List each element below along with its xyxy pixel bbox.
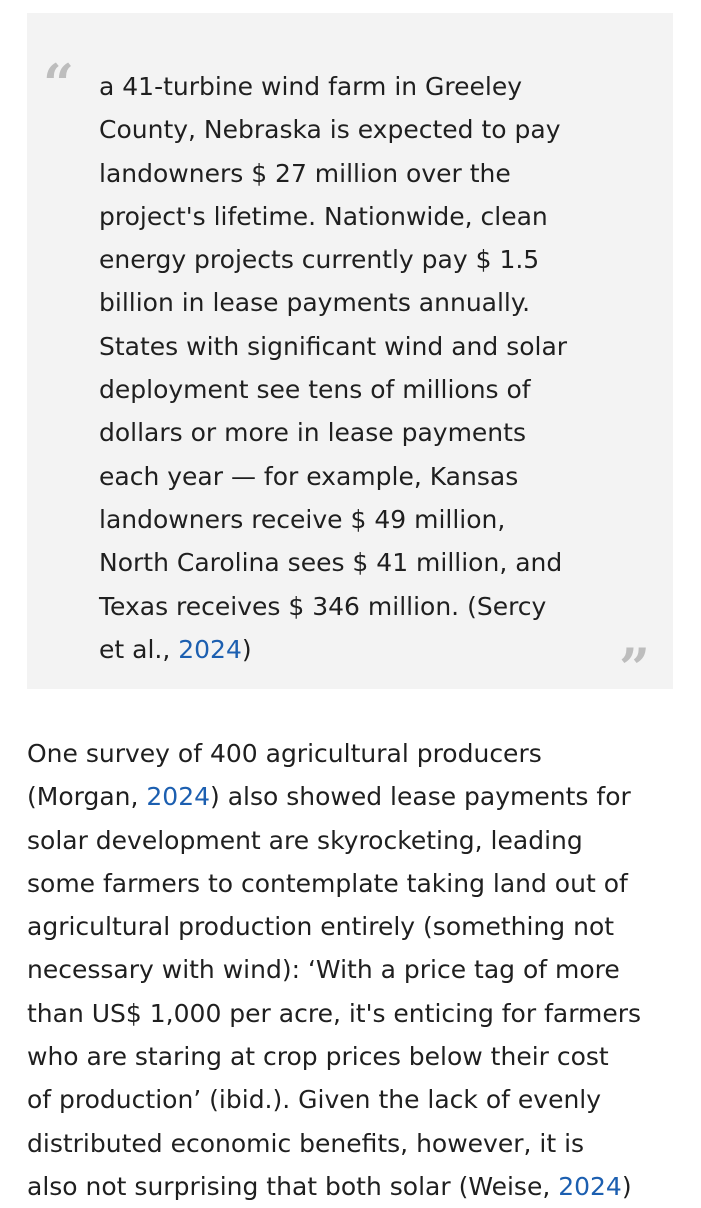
citation-link-sercy-2024[interactable]: 2024	[178, 634, 242, 664]
paragraph-line: than US$ 1,000 per acre, it's enticing for farmers	[27, 998, 642, 1028]
body-paragraph	[27, 732, 677, 1208]
quote-line: each year — for example, Kansas	[99, 461, 519, 491]
quote-last-prefix: et al.,	[99, 634, 179, 664]
quote-line: States with significant wind and solar	[99, 331, 568, 361]
paragraph-line2-suffix: ) also showed lease payments for	[210, 782, 631, 812]
quote-line: project's lifetime. Nationwide, clean	[99, 201, 548, 231]
paragraph-line	[27, 775, 677, 818]
citation-link-morgan-2024[interactable]: 2024	[146, 782, 211, 812]
paragraph-line: necessary with wind): ‘With a price tag of more	[27, 955, 620, 985]
quote-line: dollars or more in lease payments	[99, 418, 526, 448]
citation-link-weise-2024[interactable]: 2024	[558, 1171, 622, 1201]
paragraph-line2-prefix: (Morgan,	[27, 782, 147, 812]
quote-text	[99, 65, 619, 671]
paragraph-line: who are staring at crop prices below their cost	[27, 1042, 609, 1072]
paragraph-line: agricultural production entirely (something not	[27, 912, 615, 942]
quote-line: deployment see tens of millions of	[99, 375, 531, 405]
quote-line: billion in lease payments annually.	[99, 288, 531, 318]
blockquote	[27, 13, 673, 700]
close-quote-icon: ”	[619, 636, 651, 700]
quote-line: landowners receive $ 49 million,	[99, 504, 506, 534]
quote-line: energy projects currently pay $ 1.5	[99, 245, 540, 275]
paragraph-last-suffix: )	[621, 1171, 632, 1201]
quote-line: North Carolina sees $ 41 million, and	[99, 548, 563, 578]
paragraph-line: One survey of 400 agricultural producers	[27, 739, 542, 768]
paragraph-last-prefix: also not surprising that both solar (Weise,	[27, 1171, 559, 1201]
paragraph-line: of production’ (ibid.). Given the lack of evenly	[27, 1085, 602, 1115]
quote-line: landowners $ 27 million over the	[99, 158, 511, 188]
open-quote-icon: “	[43, 52, 75, 116]
paragraph-line: distributed economic benefits, however, it is	[27, 1128, 585, 1158]
paragraph-line-last	[27, 1165, 677, 1208]
paragraph-line: some farmers to contemplate taking land out of	[27, 868, 628, 898]
paragraph-line: solar development are skyrocketing, leading	[27, 825, 583, 855]
quote-line: County, Nebraska is expected to pay	[99, 115, 561, 145]
quote-line-last	[99, 628, 619, 671]
quote-last-suffix: )	[241, 634, 252, 664]
quote-line: a 41-turbine wind farm in Greeley	[99, 72, 523, 101]
quote-line: Texas receives $ 346 million. (Sercy	[99, 591, 547, 621]
